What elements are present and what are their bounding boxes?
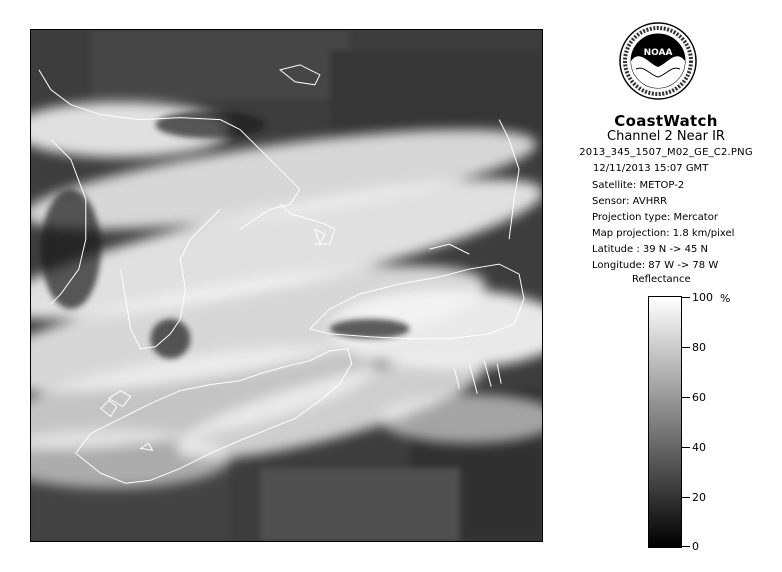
colorbar-tick-label: 40 bbox=[692, 441, 706, 454]
colorbar-tick bbox=[682, 497, 690, 498]
reflectance-colorbar bbox=[648, 296, 682, 548]
longitude-label: Longitude: 87 W -> 78 W bbox=[592, 260, 719, 271]
colorbar-tick bbox=[682, 397, 690, 398]
product-title: CoastWatch bbox=[614, 112, 718, 130]
colorbar-tick-label: 80 bbox=[692, 341, 706, 354]
noaa-logo bbox=[618, 19, 698, 109]
map-projection-label: Map projection: 1.8 km/pixel bbox=[592, 228, 735, 239]
colorbar-tick bbox=[682, 297, 690, 298]
colorbar-tick-label: 20 bbox=[692, 491, 706, 504]
latitude-label: Latitude : 39 N -> 45 N bbox=[592, 244, 708, 255]
legend-title: Reflectance bbox=[632, 274, 691, 285]
sensor-label: Sensor: AVHRR bbox=[592, 196, 668, 207]
colorbar-tick bbox=[682, 546, 690, 547]
colorbar-tick-label: 100 bbox=[692, 291, 713, 304]
colorbar-tick bbox=[682, 347, 690, 348]
satellite-label: Satellite: METOP-2 bbox=[592, 180, 685, 191]
logo-center-text: NOAA bbox=[643, 48, 673, 58]
satellite-map-image bbox=[30, 29, 543, 542]
colorbar-tick bbox=[682, 447, 690, 448]
legend-unit: % bbox=[720, 292, 731, 305]
channel-subtitle: Channel 2 Near IR bbox=[607, 129, 725, 144]
projection-type-label: Projection type: Mercator bbox=[592, 212, 718, 223]
colorbar-tick-label: 60 bbox=[692, 391, 706, 404]
acquisition-date: 12/11/2013 15:07 GMT bbox=[593, 163, 709, 174]
colorbar-tick-label: 0 bbox=[692, 540, 699, 553]
filename-label: 2013_345_1507_M02_GE_C2.PNG bbox=[579, 147, 753, 158]
